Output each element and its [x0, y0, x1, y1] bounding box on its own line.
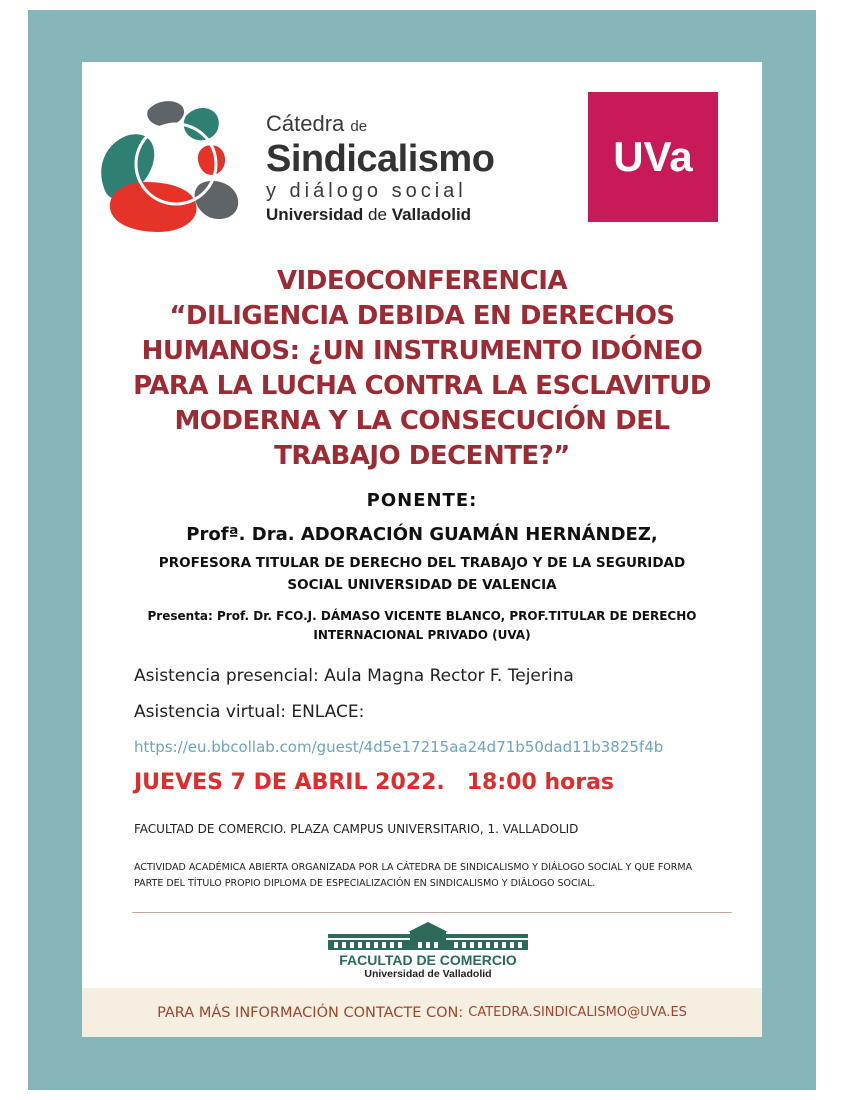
facultad-universidad: Universidad de Valladolid: [364, 968, 492, 980]
logo-shape-teal-top: [184, 108, 219, 140]
activity-line: ACTIVIDAD ACADÉMICA ABIERTA ORGANIZADA POR LA CÁTEDRA DE SINDICALISMO Y DIÁLOGO SOCIAL Y QUE FORMA: [134, 862, 693, 873]
logo-dialogo: y diálogo social: [266, 180, 467, 202]
event-time: 18:00 horas: [466, 770, 615, 795]
logo-valladolid: Valladolid: [391, 205, 472, 224]
title-line: PARA LA LUCHA CONTRA LA ESCLAVITUD: [133, 371, 711, 401]
virtual-attendance: Asistencia virtual: ENLACE:: [134, 702, 365, 722]
facultad-name: FACULTAD DE COMERCIO: [339, 952, 517, 968]
logo-de: de: [350, 118, 368, 135]
logo-shape-red-bottom: [110, 182, 197, 232]
catedra-logo-text: [266, 112, 494, 227]
activity-note: [134, 860, 734, 892]
logo-shape-grey-top: [147, 101, 184, 126]
logo-de-uni: de: [368, 205, 387, 224]
catedra-logo-mark: [96, 96, 246, 236]
event-day: JUEVES 7 DE ABRIL 2022.: [134, 770, 445, 795]
speaker-role-line: SOCIAL UNIVERSIDAD DE VALENCIA: [287, 577, 557, 593]
speaker-role-line: PROFESORA TITULAR DE DERECHO DEL TRABAJO Y DE LA SEGURIDAD: [158, 555, 686, 571]
event-date: [134, 770, 614, 795]
logo-sindicalismo: Sindicalismo: [266, 138, 495, 180]
poster-sheet: [82, 62, 762, 1037]
activity-line: PARTE DEL TÍTULO PROPIO DIPLOMA DE ESPECIALIZACIÓN EN SINDICALISMO Y DIÁLOGO SOCIAL.: [134, 878, 596, 889]
speaker-name: Profª. Dra. ADORACIÓN GUAMÁN HERNÁNDEZ,: [186, 524, 658, 545]
contact-label: PARA MÁS INFORMACIÓN CONTACTE CON:: [157, 1004, 464, 1021]
uva-logo: UVa: [588, 92, 718, 222]
logo-universidad: Universidad: [266, 205, 364, 224]
logo-shape-red-right: [198, 145, 225, 175]
title-line: MODERNA Y LA CONSECUCIÓN DEL: [174, 406, 670, 436]
virtual-link[interactable]: https://eu.bbcollab.com/guest/4d5e17215aa24d71b50dad11b3825f4b: [134, 738, 664, 756]
ponente-heading: PONENTE:: [366, 490, 478, 511]
presenter-line: Presenta: Prof. Dr. FCO.J. DÁMASO VICENTE BLANCO, PROF.TITULAR DE DERECHO: [147, 609, 697, 623]
title-line: TRABAJO DECENTE?”: [274, 441, 570, 471]
title-line: VIDEOCONFERENCIA: [276, 266, 568, 296]
speaker-role: [112, 552, 732, 596]
title-line: “DILIGENCIA DEBIDA EN DERECHOS: [169, 301, 675, 331]
presenter: [112, 607, 732, 645]
event-title: [82, 264, 762, 474]
logo-catedra: Cátedra: [266, 111, 345, 136]
in-person-attendance: Asistencia presencial: Aula Magna Rector F. Tejerina: [134, 666, 574, 686]
divider: [132, 912, 732, 913]
logo-shape-grey-right: [195, 181, 239, 219]
contact-footer: [82, 988, 762, 1037]
presenter-line: INTERNACIONAL PRIVADO (UVA): [313, 628, 531, 642]
event-address: FACULTAD DE COMERCIO. PLAZA CAMPUS UNIVERSITARIO, 1. VALLADOLID: [134, 822, 579, 836]
contact-email[interactable]: CATEDRA.SINDICALISMO@UVA.ES: [468, 1005, 687, 1020]
title-line: HUMANOS: ¿UN INSTRUMENTO IDÓNEO: [141, 336, 703, 366]
